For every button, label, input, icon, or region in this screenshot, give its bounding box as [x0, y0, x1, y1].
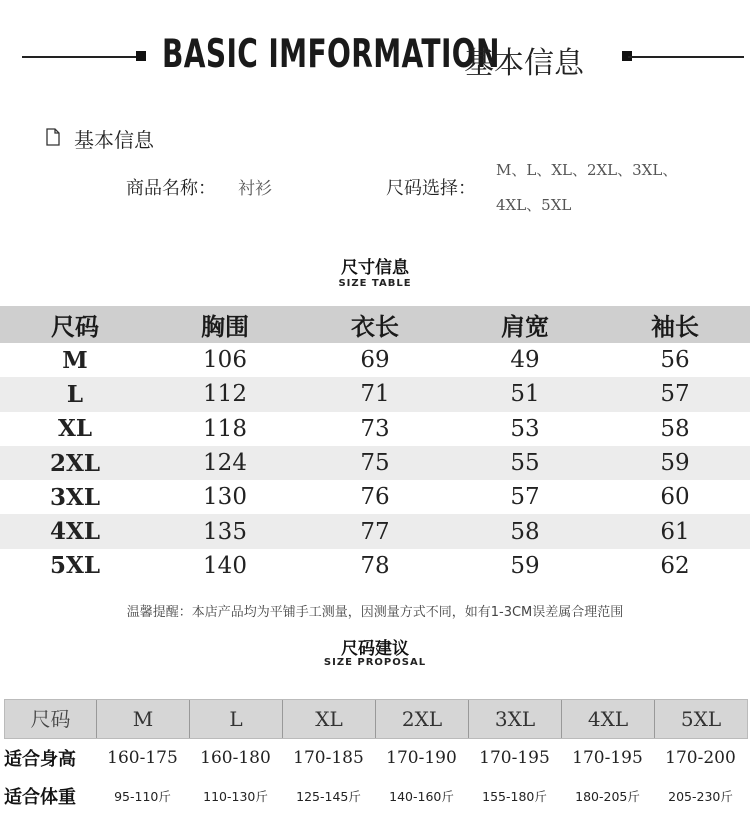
document-icon [46, 128, 60, 146]
header-cell: 尺码 [30, 707, 71, 731]
length-cell: 77 [360, 518, 390, 545]
header-rule-left [22, 56, 140, 58]
row-label: 适合身高 [4, 749, 76, 770]
weight-cell: 155-180斤 [482, 789, 547, 804]
table-row [0, 446, 750, 480]
header-cell: 尺码 [51, 312, 99, 341]
size-table-header-row [0, 306, 750, 343]
table-row [0, 412, 750, 446]
size-cell: 3XL [49, 483, 101, 511]
height-cell: 170-200 [665, 748, 736, 768]
chest-cell: 112 [203, 381, 247, 408]
product-name-value: 衬衫 [238, 179, 272, 199]
size-table [0, 306, 750, 583]
table-row [0, 549, 750, 583]
header-cell: 2XL [375, 700, 468, 738]
chest-cell: 118 [203, 415, 247, 442]
height-cell: 170-195 [572, 748, 643, 768]
shoulder-cell: 49 [510, 347, 540, 374]
shoulder-cell: 58 [510, 518, 540, 545]
header-cell: 4XL [561, 700, 654, 738]
shoulder-cell: 51 [510, 381, 540, 408]
page-header [0, 30, 750, 82]
size-table-title: 尺寸信息 [341, 258, 409, 278]
size-cell: 2XL [49, 449, 101, 477]
height-cell: 160-180 [200, 748, 271, 768]
header-cell: 3XL [468, 700, 561, 738]
sleeve-cell: 59 [660, 450, 690, 477]
size-select-label: 尺码选择： [386, 178, 476, 199]
table-row [0, 377, 750, 411]
length-cell: 69 [360, 347, 390, 374]
weight-cell: 140-160斤 [389, 789, 454, 804]
header-title-cn: 基本信息 [464, 46, 584, 81]
header-cell: 衣长 [351, 312, 399, 341]
weight-cell: 125-145斤 [296, 789, 361, 804]
product-name-label: 商品名称： [126, 178, 216, 199]
table-row [0, 480, 750, 514]
chest-cell: 130 [203, 484, 247, 511]
header-cell: 胸围 [201, 312, 249, 341]
length-cell: 73 [360, 415, 390, 442]
sleeve-cell: 60 [660, 484, 690, 511]
sleeve-cell: 61 [660, 518, 690, 545]
measurement-note: 温馨提醒：本店产品均为平铺手工测量，因测量方式不同，如有1-3CM误差属合理范围 [126, 605, 624, 620]
height-cell: 170-195 [479, 748, 550, 768]
header-cell: 袖长 [651, 312, 699, 341]
chest-cell: 140 [203, 552, 247, 579]
shoulder-cell: 53 [510, 415, 540, 442]
header-rule-right [628, 56, 744, 58]
size-cell: L [66, 380, 84, 408]
sleeve-cell: 56 [660, 347, 690, 374]
length-cell: 75 [360, 450, 390, 477]
size-cell: XL [57, 415, 93, 443]
size-cell: 4XL [49, 518, 101, 546]
size-options-line-2: 4XL、5XL [496, 196, 572, 214]
weight-cell: 110-130斤 [203, 789, 268, 804]
size-cell: 5XL [49, 552, 101, 580]
sleeve-cell: 57 [660, 381, 690, 408]
length-cell: 78 [360, 552, 390, 579]
weight-cell: 95-110斤 [114, 789, 171, 804]
chest-cell: 124 [203, 450, 247, 477]
chest-cell: 106 [203, 347, 247, 374]
height-row [4, 739, 748, 777]
header-cell: 5XL [654, 700, 747, 738]
weight-cell: 205-230斤 [668, 789, 733, 804]
basic-info-title: 基本信息 [74, 128, 154, 152]
size-table-subtitle: SIZE TABLE [338, 278, 412, 289]
sleeve-cell: 62 [660, 552, 690, 579]
header-cell: M [96, 700, 189, 738]
header-square-left [136, 51, 146, 61]
size-proposal-subtitle: SIZE PROPOSAL [323, 657, 427, 668]
header-cell: L [189, 700, 282, 738]
weight-cell: 180-205斤 [575, 789, 640, 804]
height-cell: 160-175 [107, 748, 178, 768]
length-cell: 76 [360, 484, 390, 511]
shoulder-cell: 59 [510, 552, 540, 579]
chest-cell: 135 [203, 518, 247, 545]
size-cell: M [62, 346, 88, 374]
table-row [0, 343, 750, 377]
length-cell: 71 [360, 381, 390, 408]
header-title-en: BASIC IMFORMATION [162, 32, 500, 77]
sleeve-cell: 58 [660, 415, 690, 442]
weight-row [4, 777, 748, 815]
table-row [0, 514, 750, 548]
row-label: 适合体重 [4, 787, 76, 808]
header-cell: XL [282, 700, 375, 738]
size-proposal-table [4, 699, 748, 815]
shoulder-cell: 55 [510, 450, 540, 477]
shoulder-cell: 57 [510, 484, 540, 511]
size-proposal-title: 尺码建议 [341, 639, 409, 659]
proposal-header-row [4, 699, 748, 739]
height-cell: 170-190 [386, 748, 457, 768]
size-options-line-1: M、L、XL、2XL、3XL、 [496, 161, 678, 179]
header-cell: 肩宽 [501, 312, 549, 341]
height-cell: 170-185 [293, 748, 364, 768]
